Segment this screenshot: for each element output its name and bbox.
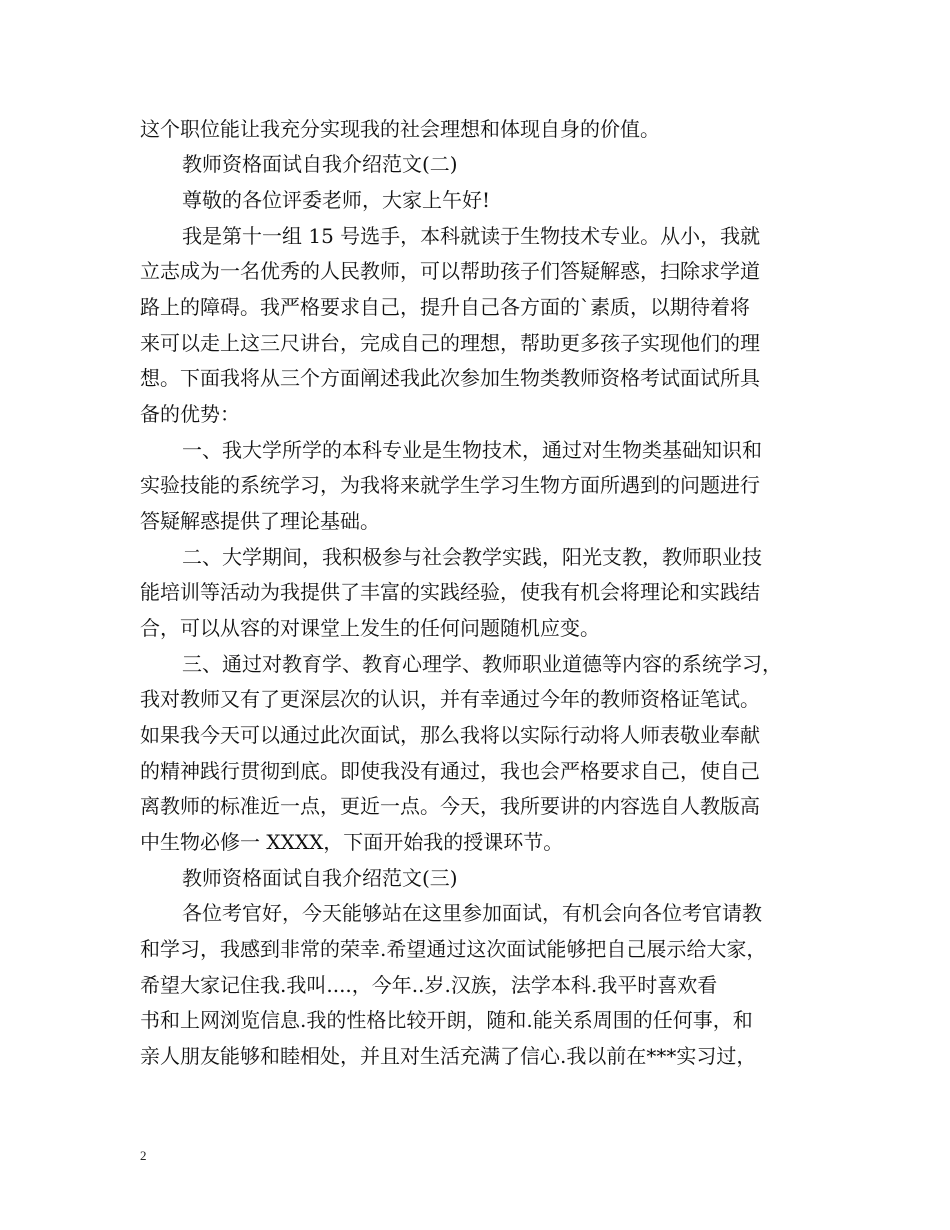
text-line: 立志成为一名优秀的人民教师，可以帮助孩子们答疑解惑，扫除求学道 [140, 259, 760, 283]
text-line: 如果我今天可以通过此次面试，那么我将以实际行动将人师表敬业奉献 [140, 723, 760, 747]
text-line: 这个职位能让我充分实现我的社会理想和体现自身的价值。 [140, 117, 660, 141]
text-line: 尊敬的各位评委老师，大家上午好! [182, 188, 491, 212]
page-number: 2 [140, 1148, 147, 1163]
text-line: 实验技能的系统学习，为我将来就学生学习生物方面所遇到的问题进行 [140, 473, 760, 497]
text-line: 备的优势： [140, 402, 240, 426]
text-line: 我是第十一组 15 号选手，本科就读于生物技术专业。从小，我就 [182, 224, 761, 248]
text-line: 三、通过对教育学、教育心理学、教师职业道德等内容的系统学习， [182, 652, 782, 676]
text-line: 和学习，我感到非常的荣幸.希望通过这次面试能够把自己展示给大家， [140, 937, 767, 961]
text-line: 答疑解惑提供了理论基础。 [140, 509, 380, 533]
text-line: 我对教师又有了更深层次的认识，并有幸通过今年的教师资格证笔试。 [140, 687, 760, 711]
text-line: 来可以走上这三尺讲台，完成自己的理想，帮助更多孩子实现他们的理 [140, 331, 760, 355]
text-line: 中生物必修一 XXXX，下面开始我的授课环节。 [140, 830, 564, 854]
section-heading: 教师资格面试自我介绍范文(三) [182, 866, 458, 890]
text-line: 亲人朋友能够和睦相处，并且对生活充满了信心.我以前在***实习过， [140, 1044, 757, 1068]
text-line: 希望大家记住我.我叫....，今年..岁.汉族，法学本科.我平时喜欢看 [140, 973, 718, 997]
text-line: 合，可以从容的对课堂上发生的任何问题随机应变。 [140, 616, 600, 640]
text-line: 路上的障碍。我严格要求自己，提升自己各方面的`素质，以期待着将 [140, 295, 750, 319]
text-line: 能培训等活动为我提供了丰富的实践经验，使我有机会将理论和实践结 [140, 580, 760, 604]
text-line: 书和上网浏览信息.我的性格比较开朗，随和.能关系周围的任何事，和 [140, 1008, 753, 1032]
text-line: 想。下面我将从三个方面阐述我此次参加生物类教师资格考试面试所具 [140, 366, 760, 390]
text-line: 一、我大学所学的本科专业是生物技术，通过对生物类基础知识和 [182, 438, 762, 462]
text-line: 各位考官好，今天能够站在这里参加面试，有机会向各位考官请教 [182, 901, 762, 925]
text-line: 二、大学期间，我积极参与社会教学实践，阳光支教，教师职业技 [182, 545, 762, 569]
text-line: 离教师的标准近一点，更近一点。今天，我所要讲的内容选自人教版高 [140, 794, 760, 818]
section-heading: 教师资格面试自我介绍范文(二) [182, 152, 458, 176]
text-line: 的精神践行贯彻到底。即使我没有通过，我也会严格要求自己，使自己 [140, 759, 760, 783]
